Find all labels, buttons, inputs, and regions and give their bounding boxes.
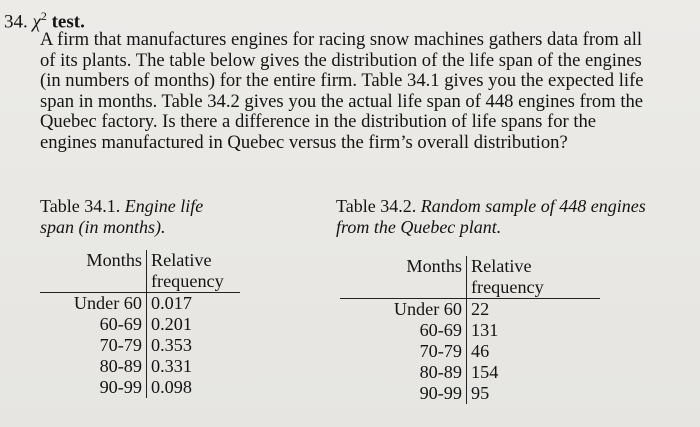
table-row — [40, 377, 240, 398]
table-row — [340, 320, 600, 341]
table-row — [40, 314, 240, 335]
problem-line: engines manufactured in Quebec versus the firm’s overall distribution? — [40, 131, 568, 153]
table1-title-2: span (in months). — [40, 217, 166, 237]
table2-col-frequency-line1: Relative — [471, 256, 532, 276]
table1-col-frequency — [147, 250, 241, 293]
value-cell: 0.331 — [151, 356, 192, 376]
table-row — [40, 293, 240, 315]
months-cell: 70-79 — [340, 341, 467, 362]
table-row — [40, 335, 240, 356]
months-cell: 70-79 — [40, 335, 147, 356]
table-row — [340, 341, 600, 362]
problem-text — [40, 30, 696, 154]
table-row — [340, 362, 600, 383]
table1-col-frequency-line2: frequency — [151, 271, 224, 291]
months-cell: Under 60 — [40, 293, 147, 315]
problem-number: 34. — [4, 11, 28, 33]
problem-title: test. — [51, 11, 85, 33]
value-cell: 154 — [471, 362, 499, 382]
table1-col-months: Months — [40, 250, 147, 293]
value-cell: 131 — [471, 320, 499, 340]
table2-title-2: from the Quebec plant. — [336, 217, 502, 237]
table1-title-1: Engine life — [124, 196, 204, 216]
table1-col-frequency-line1: Relative — [151, 250, 212, 270]
value-cell: 0.353 — [151, 335, 192, 355]
table-row — [340, 299, 600, 321]
value-cell: 46 — [471, 341, 490, 361]
months-cell: 60-69 — [340, 320, 467, 341]
table2-col-frequency — [467, 256, 601, 299]
table2-col-months: Months — [340, 256, 467, 299]
months-cell: Under 60 — [340, 299, 467, 321]
months-cell: 80-89 — [40, 356, 147, 377]
chi-superscript: 2 — [40, 9, 47, 23]
value-cell: 0.201 — [151, 314, 192, 334]
table1-label: Table 34.1. — [40, 196, 121, 216]
months-cell: 60-69 — [40, 314, 147, 335]
months-cell: 90-99 — [340, 383, 467, 404]
table2-label: Table 34.2. — [336, 196, 417, 216]
months-cell: 90-99 — [40, 377, 147, 398]
problem-line: (in numbers of months) for the entire firm. Table 34.1 gives you the expected life — [40, 70, 644, 92]
value-cell: 95 — [471, 383, 490, 403]
value-cell: 22 — [471, 299, 490, 319]
table-row — [340, 383, 600, 404]
months-cell: 80-89 — [340, 362, 467, 383]
chi-symbol: χ — [32, 11, 41, 33]
problem-line: A firm that manufactures engines for racing snow machines gathers data from all — [40, 29, 643, 50]
table2-col-frequency-line2: frequency — [471, 277, 544, 297]
problem-line: Quebec factory. Is there a difference in the distribution of life spans for the — [40, 111, 597, 133]
problem-line: span in months. Table 34.2 gives you the actual life span of 448 engines from the — [40, 90, 644, 112]
table1-caption — [40, 196, 203, 238]
table1-header-row — [40, 250, 240, 293]
table2-header-row — [340, 256, 600, 299]
problem-line: of its plants. The table below gives the distribution of the life span of the engines — [40, 49, 642, 71]
table2-title-1: Random sample of 448 engines — [420, 196, 646, 216]
table1 — [40, 250, 240, 398]
table2 — [340, 256, 600, 404]
value-cell: 0.098 — [151, 377, 192, 397]
table2-caption — [336, 196, 646, 238]
value-cell: 0.017 — [151, 293, 192, 313]
table-row — [40, 356, 240, 377]
